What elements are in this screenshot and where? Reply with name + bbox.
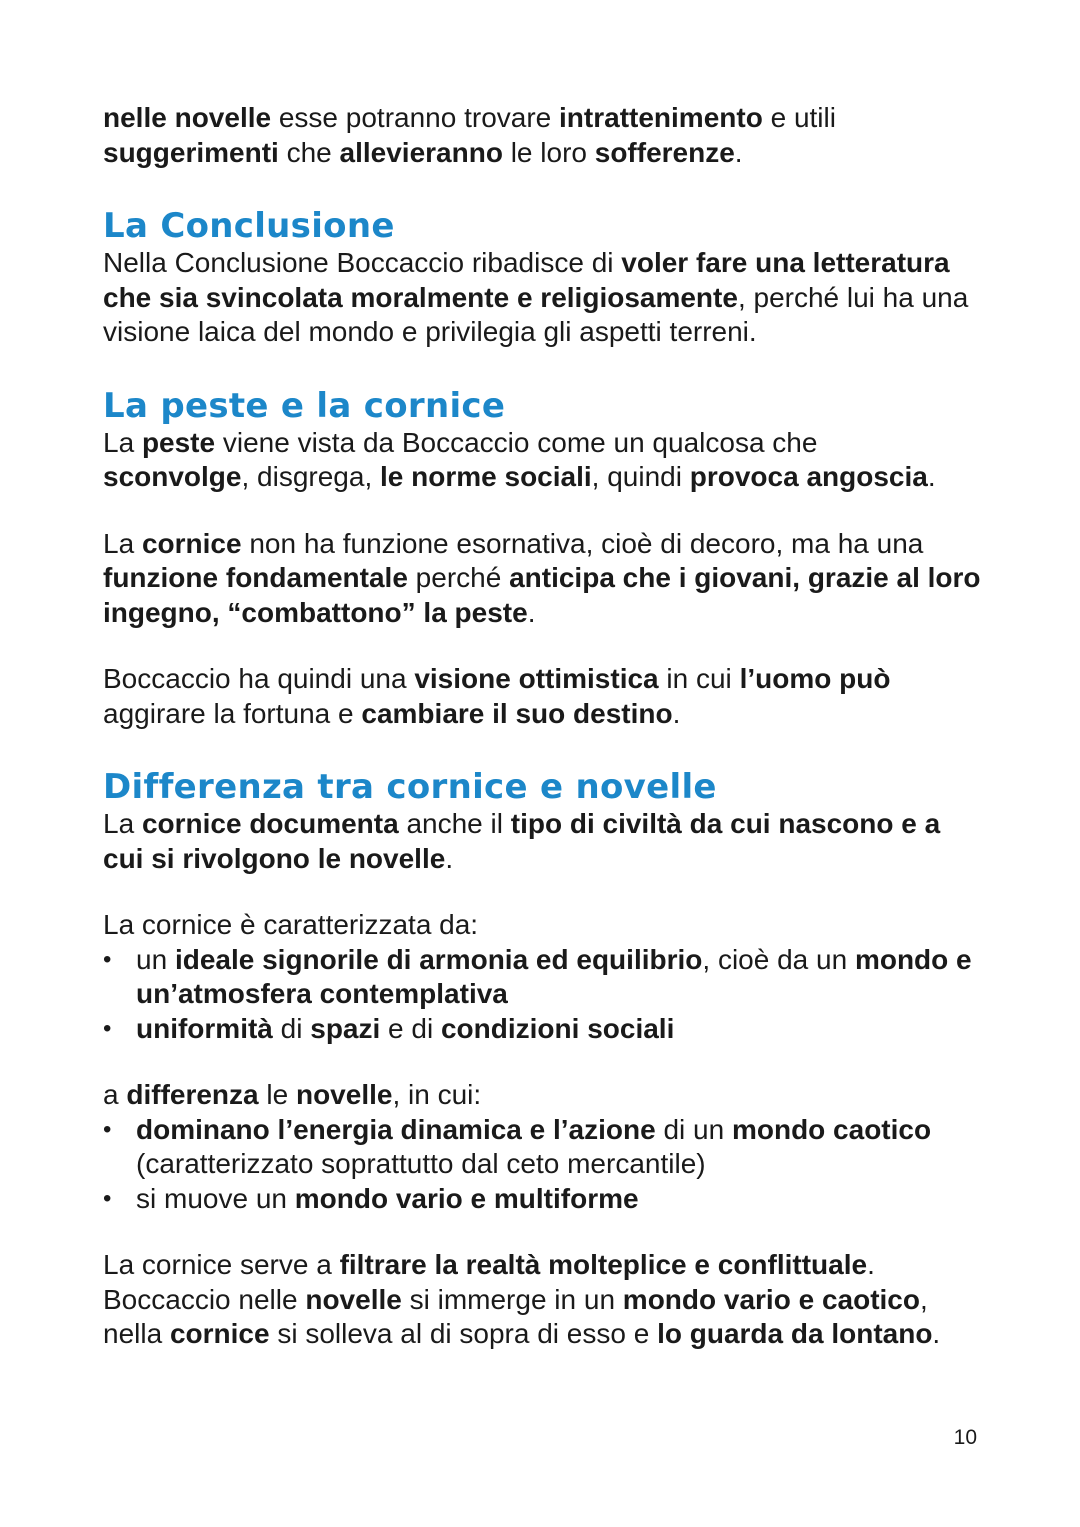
list-item: • si muove un mondo vario e multiforme — [103, 1182, 983, 1217]
conclusione-paragraph: Nella Conclusione Boccaccio ribadisce di voler fare una letteratura che sia svincolata moralmente e religiosamente, perché lui ha una visione laica del mondo e privilegia gli aspetti terreni. — [103, 247, 969, 347]
differenza-heading: Differenza tra cornice e novelle — [103, 767, 717, 807]
list-item: • uniformità di spazi e di condizioni sociali — [103, 1012, 983, 1047]
novelle-list-intro: a differenza le novelle, in cui: — [103, 1079, 482, 1110]
novelle-list — [103, 1113, 983, 1217]
cornice-list — [103, 943, 983, 1047]
cornice-list-intro: La cornice è caratterizzata da: — [103, 909, 479, 940]
document-page — [103, 101, 983, 1352]
differenza-paragraph-1: La cornice documenta anche il tipo di civiltà da cui nascono e a cui si rivolgono le novelle. — [103, 808, 941, 874]
intro-paragraph: nelle novelle esse potranno trovare intrattenimento e utili suggerimenti che allevieranno le loro sofferenze. — [103, 102, 836, 168]
list-item: • dominano l’energia dinamica e l’azione di un mondo caotico (caratterizzato soprattutto dal ceto mercantile) — [103, 1113, 983, 1182]
peste-paragraph-2: La cornice non ha funzione esornativa, cioè di decoro, ma ha una funzione fondamentale perché anticipa che i giovani, grazie al loro ingegno, “combattono” la peste. — [103, 527, 981, 628]
page-number: 10 — [953, 1426, 977, 1449]
conclusione-heading: La Conclusione — [103, 206, 395, 246]
list-item: • un ideale signorile di armonia ed equilibrio, cioè da un mondo e un’atmosfera contemplativa — [103, 943, 983, 1012]
closing-paragraph: La cornice serve a filtrare la realtà molteplice e conflittuale. Boccaccio nelle novelle si immerge in un mondo vario e caotico, nella cornice si solleva al di sopra di esso e lo guarda da lontano. — [103, 1249, 941, 1349]
peste-paragraph-1: La peste viene vista da Boccaccio come un qualcosa che sconvolge, disgrega, le norme sociali, quindi provoca angoscia. — [103, 426, 936, 492]
peste-heading: La peste e la cornice — [103, 385, 506, 426]
peste-paragraph-3: Boccaccio ha quindi una visione ottimistica in cui l’uomo può aggirare la fortuna e cambiare il suo destino. — [103, 663, 891, 729]
